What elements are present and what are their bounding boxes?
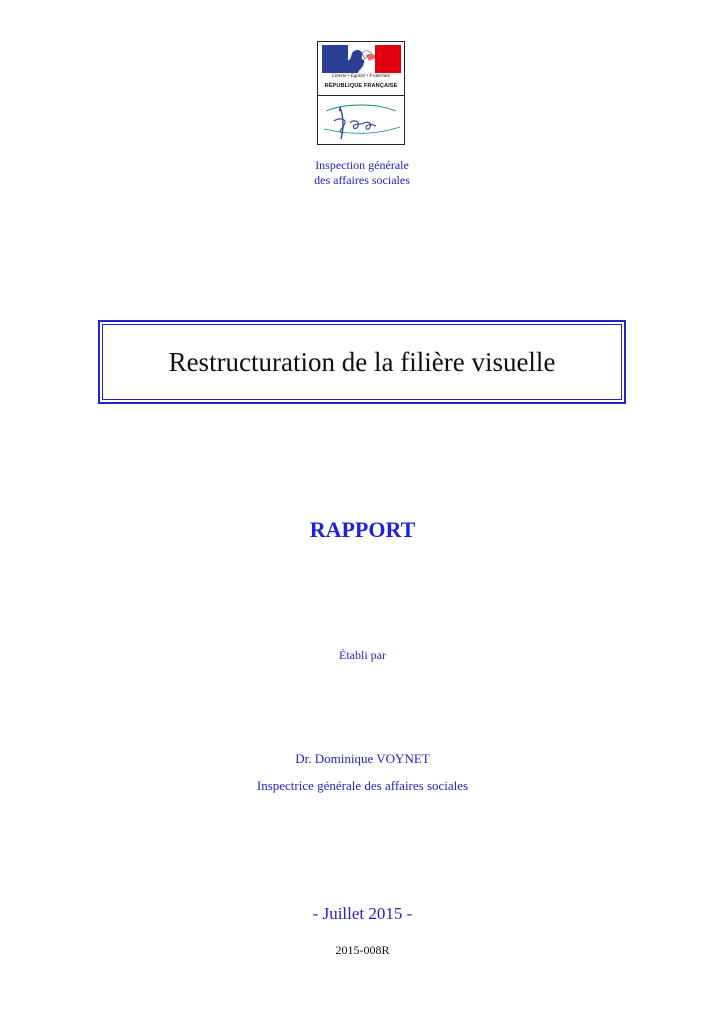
established-by-label: Établi par bbox=[339, 648, 386, 662]
organization-line-1: Inspection générale bbox=[315, 158, 409, 172]
republic-motto: Liberté • Égalité • Fraternité bbox=[332, 74, 390, 79]
republic-logo bbox=[317, 41, 405, 145]
report-date: - Juillet 2015 - bbox=[312, 904, 413, 923]
organization-name bbox=[262, 158, 462, 188]
logo-divider bbox=[318, 95, 404, 96]
republic-name: RÉPUBLIQUE FRANÇAISE bbox=[324, 83, 398, 89]
organization-line-2: des affaires sociales bbox=[314, 173, 410, 187]
report-title: Restructuration de la filière visuelle bbox=[168, 346, 556, 377]
report-reference: 2015-008R bbox=[335, 943, 390, 957]
marianne-flag-icon bbox=[322, 45, 401, 73]
title-frame bbox=[98, 320, 626, 404]
igas-logo-icon bbox=[320, 99, 402, 143]
title-frame-inner bbox=[102, 324, 622, 400]
author-name: Dr. Dominique VOYNET bbox=[295, 751, 430, 766]
author-role: Inspectrice générale des affaires sociales bbox=[256, 778, 469, 793]
document-type: RAPPORT bbox=[309, 517, 416, 542]
